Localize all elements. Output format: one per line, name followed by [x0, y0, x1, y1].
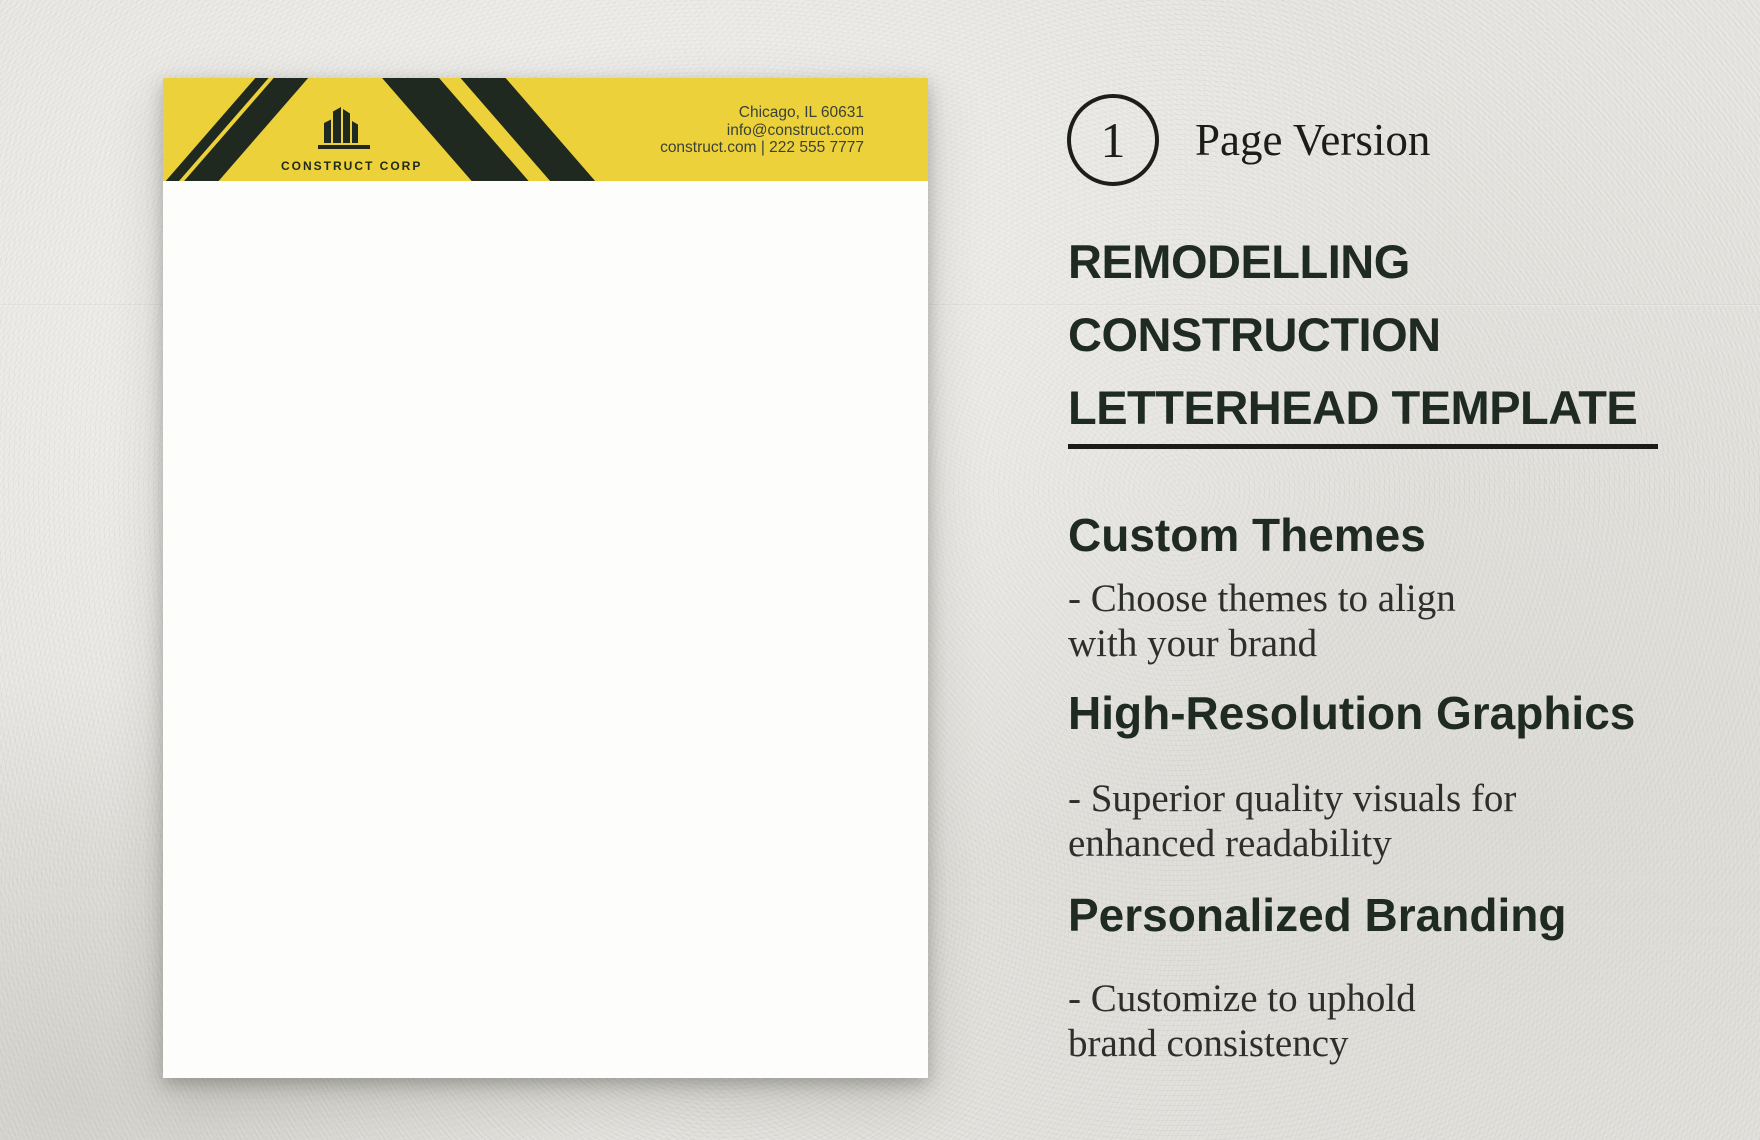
feature-desc-line: enhanced readability — [1068, 822, 1392, 865]
contact-email: info@construct.com — [726, 121, 864, 139]
title-line-3: LETTERHEAD TEMPLATE — [1068, 381, 1638, 434]
buildings-icon — [314, 98, 374, 154]
feature-desc-line: - Choose themes to align — [1068, 577, 1456, 620]
contact-web-phone: construct.com | 222 555 7777 — [660, 139, 864, 156]
feature-heading-custom-themes: Custom Themes — [1068, 509, 1426, 561]
company-logo — [281, 98, 423, 173]
letterhead-header-band — [163, 78, 928, 181]
feature-desc-line: brand consistency — [1068, 1022, 1349, 1065]
feature-desc-line: - Superior quality visuals for — [1068, 777, 1517, 820]
page-count: 1 — [1100, 112, 1126, 168]
title-underline — [1068, 444, 1658, 449]
feature-desc-high-resolution-graphics — [1068, 776, 1516, 866]
contact-info — [660, 104, 864, 157]
company-name: CONSTRUCT CORP — [281, 159, 423, 173]
feature-heading-high-resolution-graphics: High-Resolution Graphics — [1068, 687, 1636, 739]
feature-heading-personalized-branding: Personalized Branding — [1068, 889, 1567, 941]
feature-desc-personalized-branding — [1068, 976, 1416, 1066]
feature-desc-line: with your brand — [1068, 622, 1318, 665]
letterhead-page — [163, 78, 928, 1078]
feature-desc-custom-themes — [1068, 576, 1456, 666]
contact-city: Chicago, IL 60631 — [738, 104, 864, 121]
page-version-label: Page Version — [1195, 115, 1431, 165]
circled-number-badge — [1067, 94, 1159, 186]
page-version-badge — [1067, 94, 1430, 186]
feature-desc-line: - Customize to uphold — [1068, 977, 1416, 1020]
panel-title — [1068, 225, 1637, 444]
title-line-2: CONSTRUCTION — [1068, 308, 1441, 361]
title-line-1: REMODELLING — [1068, 235, 1410, 288]
